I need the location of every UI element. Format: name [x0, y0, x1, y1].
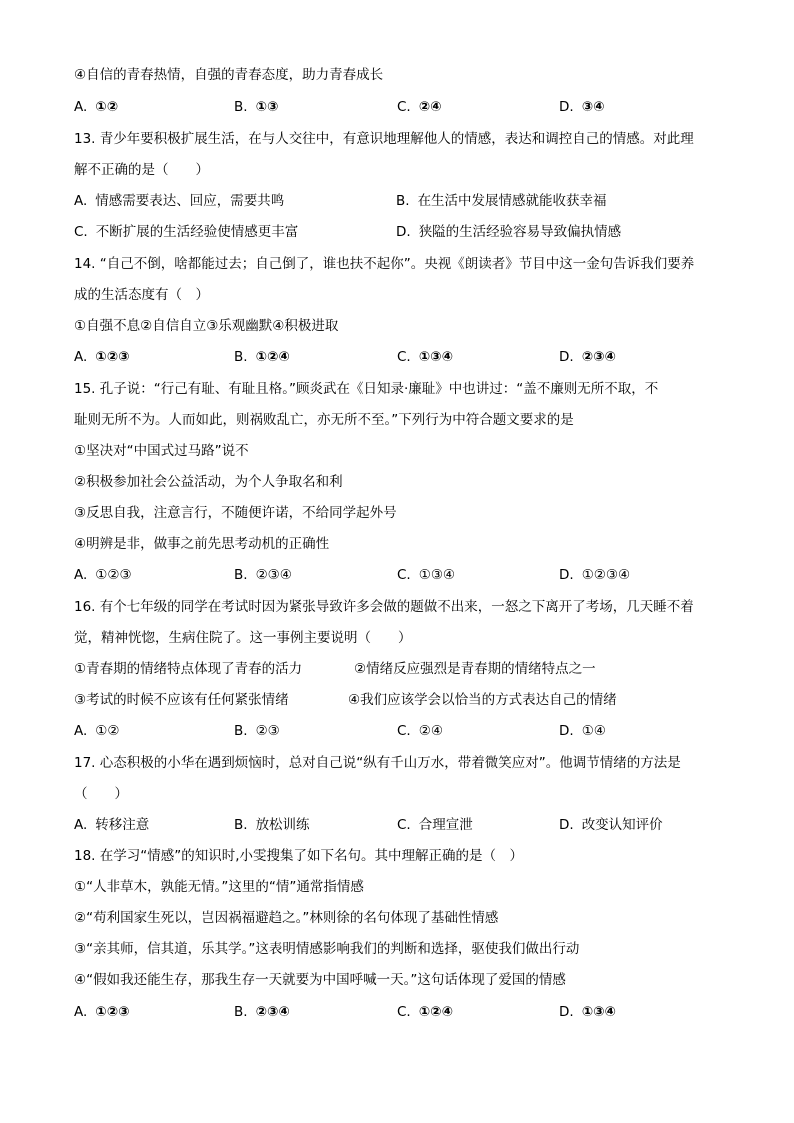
q16-stem-line2: 觉，精神恍惚，生病住院了。这一事例主要说明（ ）: [74, 630, 412, 646]
q14-stem-line2: 成的生活态度有（ ）: [74, 287, 209, 303]
q13-options-row1: [74, 191, 734, 211]
q18-item-1: ①“人非草木，孰能无情。”这里的“情”通常指情感: [74, 879, 364, 895]
q16-item-1: ①青春期的情绪特点体现了青春的活力: [74, 661, 303, 677]
q15-option-d: D. ①②③④: [559, 567, 631, 583]
q16-item-3: ③考试的时候不应该有任何紧张情绪: [74, 692, 289, 708]
q13-options-row2: [74, 222, 734, 242]
q12-options: [74, 97, 734, 117]
q16-item-4: ④我们应该学会以恰当的方式表达自己的情绪: [348, 692, 617, 708]
q18-stem: 18. 在学习“情感”的知识时,小雯搜集了如下名句。其中理解正确的是（ ）: [74, 848, 524, 864]
q18-option-c: C. ①②④: [397, 1004, 454, 1020]
q18-item-3: ③“亲其师，信其道，乐其学。”这表明情感影响我们的判断和选择，驱使我们做出行动: [74, 941, 580, 957]
q17-option-d: D. 改变认知评价: [559, 817, 663, 833]
q15-item-1: ①坚决对“中国式过马路”说不: [74, 443, 249, 459]
q17-option-b: B. 放松训练: [234, 817, 310, 833]
q16-option-d: D. ①④: [559, 723, 606, 739]
q18-options: [74, 1002, 734, 1022]
q13-option-b: B. 在生活中发展情感就能收获幸福: [396, 193, 607, 209]
q16-stem-line1: 16. 有个七年级的同学在考试时因为紧张导致许多会做的题做不出来，一怒之下离开了考场，几天睡不着: [74, 599, 694, 615]
q18-item-2: ②“苟利国家生死以，岂因祸福避趋之。”林则徐的名句体现了基础性情感: [74, 910, 499, 926]
q12-option-a: A. ①②: [74, 99, 119, 115]
q15-options: [74, 565, 734, 585]
q13-stem-line2: 解不正确的是（ ）: [74, 162, 209, 178]
q13-option-a: A. 情感需要表达、回应，需要共鸣: [74, 193, 285, 209]
q14-option-c: C. ①③④: [397, 349, 454, 365]
q17-options: [74, 815, 734, 835]
q15-item-3: ③反思自我，注意言行，不随便许诺，不给同学起外号: [74, 505, 397, 521]
q16-options: [74, 721, 734, 741]
q12-option-c: C. ②④: [397, 99, 442, 115]
q12-option-d: D. ③④: [559, 99, 605, 115]
q14-stem-line1: 14. “自己不倒，啥都能过去；自己倒了，谁也扶不起你”。央视《朗读者》节目中这一金句告诉我们要养: [74, 256, 695, 272]
q18-option-a: A. ①②③: [74, 1004, 130, 1020]
q13-option-c: C. 不断扩展的生活经验使情感更丰富: [74, 224, 299, 240]
q13-stem-line1: 13. 青少年要积极扩展生活，在与人交往中，有意识地理解他人的情感，表达和调控自己的情感。对此理: [74, 131, 694, 147]
q17-stem-line1: 17. 心态积极的小华在遇到烦恼时，总对自己说“纵有千山万水，带着微笑应对”。他调节情绪的方法是: [74, 755, 681, 771]
q15-item-4: ④明辨是非，做事之前先思考动机的正确性: [74, 536, 330, 552]
q15-option-a: A. ①②③: [74, 567, 132, 583]
q16-option-c: C. ②④: [397, 723, 443, 739]
q17-option-a: A. 转移注意: [74, 817, 150, 833]
q17-stem-line2: （ ）: [74, 786, 128, 802]
q15-stem-line1: 15. 孔子说：“行己有耻、有耻且格。”顾炎武在《日知录·廉耻》中也讲过：“盖不廉则无所不取，不: [74, 381, 659, 397]
q14-option-a: A. ①②③: [74, 349, 130, 365]
q16-items-row2: [74, 690, 734, 710]
q18-option-b: B. ②③④: [234, 1004, 290, 1020]
q14-option-b: B. ①②④: [234, 349, 290, 365]
q14-options: [74, 347, 734, 367]
q15-item-2: ②积极参加社会公益活动，为个人争取名和利: [74, 474, 343, 490]
q15-stem-line2: 耻则无所不为。人而如此，则祸败乱亡，亦无所不至。”下列行为中符合题文要求的是: [74, 412, 574, 428]
q13-option-d: D. 狭隘的生活经验容易导致偏执情感: [396, 224, 622, 240]
q17-option-c: C. 合理宣泄: [397, 817, 473, 833]
q16-option-a: A. ①②: [74, 723, 120, 739]
q14-option-d: D. ②③④: [559, 349, 616, 365]
q16-items-row1: [74, 659, 734, 679]
q12-item-4: ④自信的青春热情，自强的青春态度，助力青春成长: [74, 67, 384, 83]
q12-option-b: B. ①③: [234, 99, 279, 115]
q14-items: ①自强不息②自信自立③乐观幽默④积极进取: [74, 318, 339, 334]
q18-option-d: D. ①③④: [559, 1004, 616, 1020]
q18-item-4: ④“假如我还能生存，那我生存一天就要为中国呼喊一天。”这句话体现了爱国的情感: [74, 972, 566, 988]
q15-option-b: B. ②③④: [234, 567, 292, 583]
q16-option-b: B. ②③: [234, 723, 280, 739]
q15-option-c: C. ①③④: [397, 567, 456, 583]
q16-item-2: ②情绪反应强烈是青春期的情绪特点之一: [354, 661, 596, 677]
